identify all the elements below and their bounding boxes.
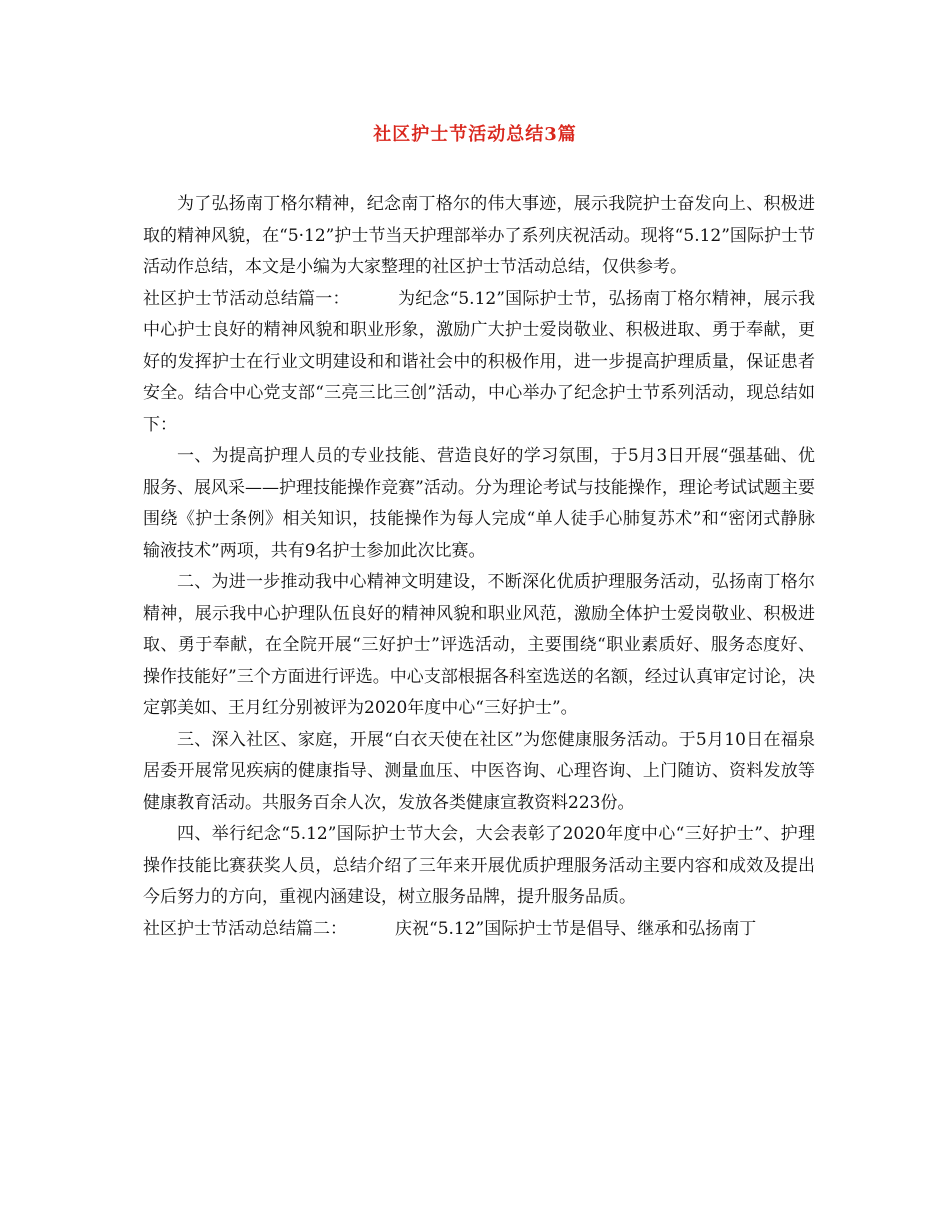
paragraph-section-one [143,284,815,442]
paragraph-intro: 为了弘扬南丁格尔精神，纪念南丁格尔的伟大事迹，展示我院护士奋发向上、积极进取的精神风貌，在“5·12”护士节当天护理部举办了系列庆祝活动。现将“5.12”国际护士节活动作总结，本文是小编为大家整理的社区护士节活动总结，仅供参考。 [143,194,815,277]
paragraph-item-2: 二、为进一步推动我中心精神文明建设，不断深化优质护理服务活动，弘扬南丁格尔精神，展示我中心护理队伍良好的精神风貌和职业风范，激励全体护士爱岗敬业、积极进取、勇于奉献，在全院开展“三好护士”评选活动，主要围绕“职业素质好、服务态度好、操作技能好”三个方面进行评选。中心支部根据各科室选送的名额，经过认真审定讨论，决定郭美如、王月红分别被评为2020年度中心“三好护士”。 [143,572,815,718]
document-title: 社区护士节活动总结3篇 [373,124,577,145]
section-heading: 社区护士节活动总结篇一： [143,288,350,309]
section-text: 为纪念“5.12”国际护士节，弘扬南丁格尔精神，展示我中心护士良好的精神风貌和职业形象，激励广大护士爱岗敬业、积极进取、勇于奉献，更好的发挥护士在行业文明建设和和谐社会中的积极作用，进一步提高护理质量，保证患者安全。结合中心党支部“三亮三比三创”活动，中心举办了纪念护士节系列活动，现总结如下： [143,288,816,435]
section-text: 庆祝“5.12”国际护士节是倡导、继承和弘扬南丁 [395,918,757,939]
paragraph-item-3: 三、深入社区、家庭，开展“白衣天使在社区”为您健康服务活动。于5月10日在福泉居委开展常见疾病的健康指导、测量血压、中医咨询、心理咨询、上门随访、资料发放等健康教育活动。共服务百余人次，发放各类健康宣教资料223份。 [143,729,815,813]
paragraph-item-1: 一、为提高护理人员的专业技能、营造良好的学习氛围，于5月3日开展“强基础、优服务、展风采——护理技能操作竞赛”活动。分为理论考试与技能操作，理论考试试题主要围绕《护士条例》相关知识，技能操作为每人完成“单人徒手心肺复苏术”和“密闭式静脉输液技术”两项，共有9名护士参加此次比赛。 [143,446,815,561]
paragraph-item-4: 四、举行纪念“5.12”国际护士节大会，大会表彰了2020年度中心“三好护士”、护理操作技能比赛获奖人员，总结介绍了三年来开展优质护理服务活动主要内容和成效及提出今后努力的方向，重视内涵建设，树立服务品牌，提升服务品质。 [143,824,815,907]
document-body [143,189,815,945]
section-heading: 社区护士节活动总结篇二： [143,918,347,939]
paragraph-section-two [143,914,815,946]
